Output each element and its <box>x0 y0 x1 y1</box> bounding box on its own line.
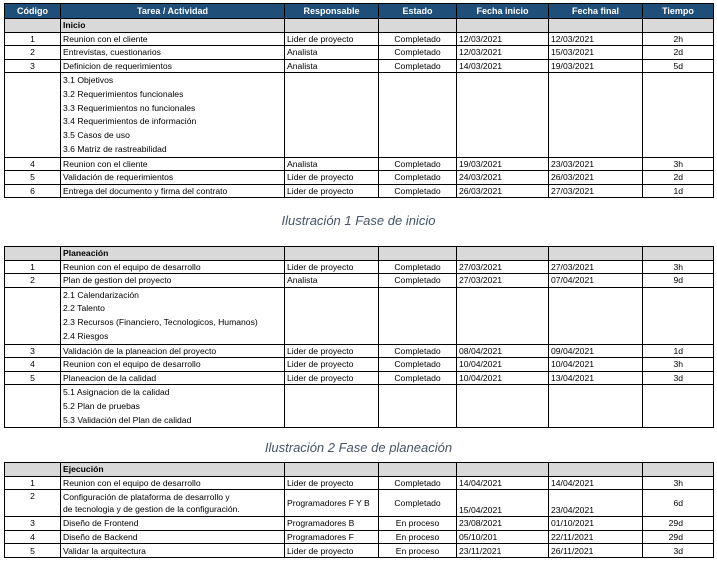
cell-end: 19/03/2021 <box>549 59 643 73</box>
cell-code: 4 <box>5 358 61 372</box>
table-row <box>5 358 714 372</box>
cell-state: Completado <box>379 32 457 46</box>
cell-responsible: Lider de proyecto <box>285 32 379 46</box>
subitems-cell <box>61 385 285 428</box>
cell-start: 19/03/2021 <box>457 157 549 171</box>
cell-code: 3 <box>5 344 61 358</box>
cell-task: Planeacion de la calidad <box>61 371 285 385</box>
cell-responsible: Programadores F <box>285 530 379 544</box>
cell-start: 27/03/2021 <box>457 260 549 274</box>
cell-end: 12/03/2021 <box>549 32 643 46</box>
cell-start: 14/04/2021 <box>457 476 549 490</box>
cell-task: Entrevistas, cuestionarios <box>61 46 285 60</box>
cell-start: 12/03/2021 <box>457 46 549 60</box>
cell-time: 3h <box>643 476 714 490</box>
cell-code: 3 <box>5 59 61 73</box>
header-code: Código <box>5 4 61 19</box>
cell-task: Definicion de requerimientos <box>61 59 285 73</box>
cell-time: 3h <box>643 157 714 171</box>
table-inicio <box>4 3 714 198</box>
subitem: 2.1 Calendarización <box>63 289 139 300</box>
phase-row <box>5 463 714 477</box>
subitem: 5.1 Asignacion de la calidad <box>63 387 170 398</box>
cell-code: 2 <box>5 490 61 517</box>
cell-time: 3h <box>643 358 714 372</box>
subitem: 2.2 Talento <box>63 303 105 314</box>
subitem: 3.2 Requerimientos funcionales <box>63 89 184 100</box>
cell-responsible: Analista <box>285 274 379 288</box>
phase-name: Planeación <box>61 247 285 261</box>
cell-end: 23/03/2021 <box>549 157 643 171</box>
subitems-cell <box>61 73 285 157</box>
subitem: 3.3 Requerimientos no funcionales <box>63 102 196 113</box>
table-row <box>5 530 714 544</box>
subitem: 5.2 Plan de pruebas <box>63 401 140 411</box>
cell-responsible: Lider de proyecto <box>285 544 379 558</box>
table-row <box>5 490 714 517</box>
cell-end: 27/03/2021 <box>549 184 643 198</box>
cell-end: 26/11/2021 <box>549 544 643 558</box>
cell-code: 5 <box>5 544 61 558</box>
table-row <box>5 517 714 531</box>
cell-code: 1 <box>5 32 61 46</box>
cell-task: Reunion con el cliente <box>61 157 285 171</box>
cell-start: 12/03/2021 <box>457 32 549 46</box>
subitems-cell <box>61 287 285 344</box>
cell-time: 2d <box>643 171 714 185</box>
cell-code: 2 <box>5 46 61 60</box>
cell-state: Completado <box>379 157 457 171</box>
cell-responsible: Programadores B <box>285 517 379 531</box>
cell-task: Diseño de Backend <box>61 530 285 544</box>
cell-end: 07/04/2021 <box>549 274 643 288</box>
subitems-row <box>5 385 714 428</box>
subitem: 2.3 Recursos (Financiero, Tecnologicos, Humanos) <box>63 317 258 328</box>
cell-responsible: Analista <box>285 157 379 171</box>
cell-end: 13/04/2021 <box>549 371 643 385</box>
cell-responsible: Lider de proyecto <box>285 344 379 358</box>
cell-task: Reunion con el equipo de desarrollo <box>61 476 285 490</box>
cell-end: 22/11/2021 <box>549 530 643 544</box>
cell-start: 10/04/2021 <box>457 371 549 385</box>
subitem: 3.4 Requerimientos de información <box>63 116 197 127</box>
table-row <box>5 32 714 46</box>
cell-state: Completado <box>379 46 457 60</box>
table-row <box>5 59 714 73</box>
header-time: Tiempo <box>643 4 714 19</box>
cell-task: Reunion con el cliente <box>61 32 285 46</box>
cell-start: 15/04/2021 <box>457 490 549 517</box>
header-task: Tarea / Actividad <box>61 4 285 19</box>
cell-responsible: Lider de proyecto <box>285 260 379 274</box>
cell-state: En proceso <box>379 517 457 531</box>
header-row <box>5 4 714 19</box>
cell-time: 3h <box>643 260 714 274</box>
cell-code: 1 <box>5 260 61 274</box>
cell-end: 23/04/2021 <box>549 490 643 517</box>
cell-end: 14/04/2021 <box>549 476 643 490</box>
cell-responsible: Lider de proyecto <box>285 171 379 185</box>
cell-code: 5 <box>5 371 61 385</box>
cell-start: 27/03/2021 <box>457 274 549 288</box>
cell-task: Diseño de Frontend <box>61 517 285 531</box>
cell-state: Completado <box>379 371 457 385</box>
cell-start: 05/10/201 <box>457 530 549 544</box>
phase-row <box>5 19 714 33</box>
cell-code: 5 <box>5 171 61 185</box>
cell-task: Entrega del documento y firma del contrato <box>61 184 285 198</box>
cell-code: 1 <box>5 476 61 490</box>
cell-code: 3 <box>5 517 61 531</box>
phase-name: Ejecución <box>61 463 285 477</box>
cell-end: 09/04/2021 <box>549 344 643 358</box>
cell-time: 3d <box>643 371 714 385</box>
cell-task <box>61 490 285 517</box>
table-row <box>5 171 714 185</box>
table-row <box>5 344 714 358</box>
cell-state: Completado <box>379 260 457 274</box>
subitem: 2.4 Riesgos <box>63 330 109 341</box>
cell-task: Validación de requerimientos <box>61 171 285 185</box>
task-line: Configuración de plataforma de desarrollo y <box>63 491 230 502</box>
cell-responsible: Lider de proyecto <box>285 358 379 372</box>
cell-code: 4 <box>5 157 61 171</box>
cell-responsible: Lider de proyecto <box>285 184 379 198</box>
cell-task: Validar la arquitectura <box>61 544 285 558</box>
phase-row <box>5 247 714 261</box>
cell-responsible: Analista <box>285 46 379 60</box>
header-state: Estado <box>379 4 457 19</box>
cell-time: 29d <box>643 530 714 544</box>
table-row <box>5 46 714 60</box>
header-start: Fecha inicio <box>457 4 549 19</box>
figure-caption: Ilustración 2 Fase de planeación <box>264 440 453 455</box>
subitem: 3.6 Matriz de rastreabilidad <box>63 143 167 154</box>
cell-end: 27/03/2021 <box>549 260 643 274</box>
cell-time: 9d <box>643 274 714 288</box>
cell-code: 2 <box>5 274 61 288</box>
cell-start: 08/04/2021 <box>457 344 549 358</box>
subitems-row <box>5 287 714 344</box>
table-row <box>5 544 714 558</box>
cell-time: 2d <box>643 46 714 60</box>
table-row <box>5 184 714 198</box>
cell-task: Reunion con el equipo de desarrollo <box>61 358 285 372</box>
header-end: Fecha final <box>549 4 643 19</box>
cell-task: Reunion con el equipo de desarrollo <box>61 260 285 274</box>
cell-end: 01/10/2021 <box>549 517 643 531</box>
table-row <box>5 157 714 171</box>
cell-state: Completado <box>379 476 457 490</box>
header-responsible: Responsable <box>285 4 379 19</box>
subitems-row <box>5 73 714 157</box>
subitem: 3.1 Objetivos <box>63 75 114 86</box>
cell-state: En proceso <box>379 530 457 544</box>
table-row <box>5 371 714 385</box>
cell-end: 26/03/2021 <box>549 171 643 185</box>
cell-responsible: Lider de proyecto <box>285 476 379 490</box>
cell-time: 3d <box>643 544 714 558</box>
subitem: 5.3 Validación del Plan de calidad <box>63 414 192 425</box>
subitem: 3.5 Casos de uso <box>63 130 130 141</box>
cell-start: 10/04/2021 <box>457 358 549 372</box>
cell-state: Completado <box>379 274 457 288</box>
cell-end: 15/03/2021 <box>549 46 643 60</box>
cell-time: 2h <box>643 32 714 46</box>
cell-time: 1d <box>643 184 714 198</box>
cell-state: Completado <box>379 490 457 517</box>
cell-end: 10/04/2021 <box>549 358 643 372</box>
cell-time: 5d <box>643 59 714 73</box>
cell-task: Plan de gestion del proyecto <box>61 274 285 288</box>
cell-code: 6 <box>5 184 61 198</box>
cell-state: Completado <box>379 171 457 185</box>
cell-code: 4 <box>5 530 61 544</box>
cell-state: En proceso <box>379 544 457 558</box>
task-line: de tecnologia y de gestion de la configuración. <box>63 504 240 515</box>
cell-responsible: Analista <box>285 59 379 73</box>
cell-start: 14/03/2021 <box>457 59 549 73</box>
cell-time: 29d <box>643 517 714 531</box>
figure-caption: Ilustración 1 Fase de inicio <box>281 213 436 228</box>
cell-responsible: Lider de proyecto <box>285 371 379 385</box>
cell-start: 24/03/2021 <box>457 171 549 185</box>
table-planeacion <box>4 246 714 428</box>
cell-start: 23/11/2021 <box>457 544 549 558</box>
cell-time: 1d <box>643 344 714 358</box>
cell-state: Completado <box>379 59 457 73</box>
table-row <box>5 274 714 288</box>
cell-time: 6d <box>643 490 714 517</box>
table-row <box>5 260 714 274</box>
phase-name: Inicio <box>61 19 285 33</box>
table-ejecucion <box>4 462 714 558</box>
cell-state: Completado <box>379 184 457 198</box>
table-row <box>5 476 714 490</box>
cell-responsible: Programadores F Y B <box>285 490 379 517</box>
cell-start: 26/03/2021 <box>457 184 549 198</box>
cell-state: Completado <box>379 344 457 358</box>
cell-state: Completado <box>379 358 457 372</box>
cell-task: Validación de la planeacion del proyecto <box>61 344 285 358</box>
cell-start: 23/08/2021 <box>457 517 549 531</box>
